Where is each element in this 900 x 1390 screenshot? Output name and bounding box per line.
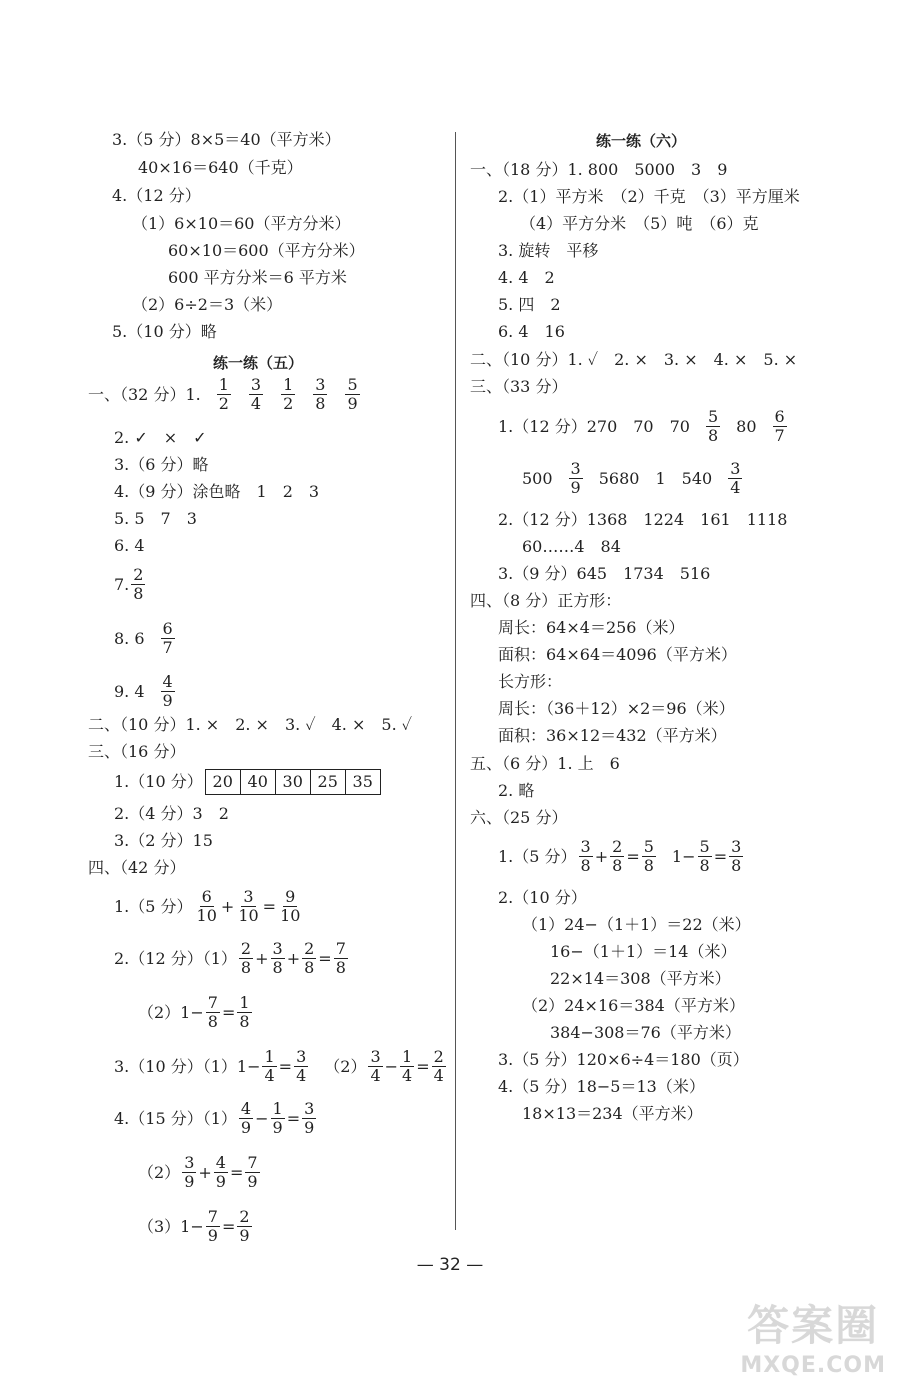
answer-text: 1.（5 分） (498, 846, 577, 866)
answer-line: 六、（25 分） (470, 808, 568, 827)
answer-line: 周长：（36＋12）×2＝96（米） (498, 699, 735, 718)
answer-text: 1.（12 分）270 70 70 (498, 416, 690, 436)
fraction: $\frac{2}{8}$ (240, 939, 252, 977)
answer-line: 三、（16 分） (88, 742, 186, 761)
fraction: $\frac{2}{4}$ (433, 1047, 444, 1085)
fraction: $\frac{5}{9}$ (347, 375, 358, 413)
fraction: $\frac{9}{10}$ (280, 887, 301, 925)
answer-text: （3）1− (138, 1216, 204, 1236)
answer-text: 1.（10 分） (114, 772, 203, 791)
answer-line: 600 平方分米＝6 平方米 (168, 268, 347, 287)
answer-text: 7. (114, 574, 130, 594)
answer-text: 4.（15 分）（1） (114, 1108, 237, 1128)
answer-line: 2. ✓ × ✓ (114, 428, 207, 447)
answer-line: 384−308＝76（平方米） (550, 1023, 741, 1042)
answer-line (88, 376, 362, 413)
answer-text: （2） (324, 1056, 367, 1076)
fraction: $\frac{1}{4}$ (264, 1047, 275, 1085)
answer-line: 2. 略 (498, 781, 535, 800)
answer-line: （4）平方分米 （5）吨 （6）克 (520, 214, 759, 233)
answer-line: 60×10＝600（平方分米） (168, 241, 365, 260)
fraction: $\frac{2}{8}$ (304, 939, 315, 977)
answer-line: 2.（12 分）1368 1224 161 1118 (498, 510, 788, 529)
answer-line: 四、（42 分） (88, 858, 186, 877)
answer-line: 16−（1＋1）＝14（米） (550, 942, 737, 961)
answer-line: 4.（15 分）（1） $\frac{4}{9}$ − $\frac{1}{9}$ = $\frac{3}{9}$ (114, 1099, 315, 1137)
answer-text: （2）1− (138, 1002, 204, 1022)
answer-line: 4. 4 2 (498, 268, 555, 287)
page-number: — 32 — (416, 1255, 484, 1275)
fraction: $\frac{3}{4}$ (250, 375, 262, 413)
fraction: $\frac{7}{9}$ (207, 1207, 218, 1245)
fraction: $\frac{1}{9}$ (272, 1099, 283, 1137)
answer-line: 一、（18 分）1. 800 5000 3 9 (470, 160, 728, 179)
watermark-url: MXQE.COM (740, 1353, 886, 1378)
answer-line: 四、（8 分）正方形： (470, 591, 622, 610)
answer-line: 3.（10 分）（1）1− $\frac{1}{4}$ = $\frac{3}{4}$ （2） $\frac{3}{4}$ − $\frac{1}{4}$ = $\frac{2}{4}$ (114, 1047, 444, 1085)
answer-line (114, 566, 147, 603)
answer-line: 1.（5 分） $\frac{6}{10}$ + $\frac{3}{10}$ = $\frac{9}{10}$ (114, 887, 301, 925)
answer-line: 3.（9 分）645 1734 516 (498, 564, 711, 583)
answer-line: （1）6×10＝60（平方分米） (132, 214, 351, 233)
answer-line: 3.（5 分）8×5＝40（平方米） (112, 130, 341, 149)
answer-line: 4.（12 分） (112, 186, 201, 205)
fraction: $\frac{1}{4}$ (402, 1047, 413, 1085)
answer-line: （2）1− $\frac{7}{8}$ = $\frac{1}{8}$ (138, 993, 250, 1031)
answer-text: 3.（10 分）（1）1− (114, 1056, 261, 1076)
fraction: $\frac{6}{7}$ (774, 407, 785, 445)
answer-line: （2）6÷2＝3（米） (132, 295, 283, 314)
fraction: $\frac{7}{8}$ (335, 939, 346, 977)
box-cell: 25 (311, 770, 346, 794)
answer-text: 500 (522, 468, 553, 488)
fraction: $\frac{3}{9}$ (570, 459, 581, 497)
box-cell: 30 (276, 770, 311, 794)
fraction: $\frac{3}{8}$ (315, 375, 326, 413)
box-cell: 35 (352, 772, 373, 791)
fraction: $\frac{4}{9}$ (162, 672, 173, 710)
answer-line: 3.（6 分）略 (114, 455, 209, 474)
section-title: 练一练（五） (213, 354, 304, 372)
fraction: $\frac{3}{10}$ (238, 887, 259, 925)
column-divider (455, 132, 456, 1230)
answer-text: 1.（5 分） (114, 896, 193, 916)
answer-line (114, 673, 177, 710)
fraction: $\frac{3}{8}$ (580, 837, 591, 875)
fraction: $\frac{5}{8}$ (643, 837, 654, 875)
fraction: $\frac{4}{9}$ (215, 1153, 226, 1191)
answer-line: 五、（6 分）1. 上 6 (470, 754, 620, 773)
fraction: $\frac{6}{7}$ (162, 619, 173, 657)
fraction: $\frac{7}{8}$ (207, 993, 218, 1031)
answer-line: 2.（10 分） (498, 888, 587, 907)
answer-line: （2）24×16＝384（平方米） (522, 996, 745, 1015)
fraction: $\frac{2}{8}$ (612, 837, 623, 875)
answer-line: 二、（10 分）1. × 2. × 3. ✓ 4. × 5. ✓ (88, 715, 413, 734)
answer-line: 面积：64×64＝4096（平方米） (498, 645, 737, 664)
answer-text: 2.（12 分）（1） (114, 948, 237, 968)
fraction: $\frac{5}{8}$ (707, 407, 719, 445)
answer-line: （2） $\frac{3}{9}$ + $\frac{4}{9}$ = $\frac{7}{9}$ (138, 1153, 258, 1191)
answer-line: 2.（4 分）3 2 (114, 804, 229, 823)
section-title: 练一练（六） (596, 132, 687, 150)
answer-text: 5680 1 540 (598, 468, 713, 488)
box-cell: 40 (241, 770, 276, 794)
fraction: $\frac{4}{9}$ (240, 1099, 252, 1137)
fraction: $\frac{5}{8}$ (699, 837, 710, 875)
fraction: $\frac{3}{4}$ (296, 1047, 307, 1085)
answer-text: 80 (736, 416, 757, 436)
answer-line: 22×14＝308（平方米） (550, 969, 731, 988)
answer-line: 60……4 84 (522, 537, 621, 556)
answer-line: （3）1− $\frac{7}{9}$ = $\frac{2}{9}$ (138, 1207, 250, 1245)
fraction: $\frac{2}{8}$ (133, 565, 144, 603)
answer-line: 6. 4 16 (498, 322, 565, 341)
fraction: $\frac{1}{8}$ (239, 993, 250, 1031)
fraction: $\frac{3}{8}$ (731, 837, 742, 875)
answer-text: 8. 6 (114, 628, 145, 648)
box-cell: 20 (206, 770, 241, 794)
answer-line: 二、（10 分）1. ✓ 2. × 3. × 4. × 5. × (470, 350, 798, 369)
answer-line: 2.（12 分）（1） $\frac{2}{8}$ + $\frac{3}{8}$ + $\frac{2}{8}$ = $\frac{7}{8}$ (114, 939, 346, 977)
answer-text: （2） (138, 1162, 181, 1182)
fraction: $\frac{3}{8}$ (272, 939, 283, 977)
answer-line: 5. 5 7 3 (114, 509, 197, 528)
fraction: $\frac{1}{2}$ (283, 375, 294, 413)
answer-line: （1）24−（1＋1）＝22（米） (522, 915, 751, 934)
answer-line: 4.（9 分）涂色略 1 2 3 (114, 482, 320, 501)
fraction: $\frac{3}{4}$ (370, 1047, 381, 1085)
fraction: $\frac{3}{9}$ (304, 1099, 315, 1137)
answer-line: 5.（10 分）略 (112, 322, 217, 341)
fraction: $\frac{1}{2}$ (218, 375, 229, 413)
answer-line: 周长：64×4＝256（米） (498, 618, 685, 637)
answer-line: 3. 旋转 平移 (498, 241, 599, 260)
answer-line: 5. 四 2 (498, 295, 561, 314)
answer-box (205, 769, 381, 795)
fraction: $\frac{3}{9}$ (184, 1153, 195, 1191)
fraction: $\frac{3}{4}$ (730, 459, 741, 497)
fraction: $\frac{6}{10}$ (196, 887, 217, 925)
fraction: $\frac{2}{9}$ (239, 1207, 250, 1245)
answer-line: 3.（2 分）15 (114, 831, 213, 850)
answer-line (114, 769, 381, 795)
answer-line (498, 408, 789, 445)
answer-line: 6. 4 (114, 536, 145, 555)
watermark (740, 1293, 886, 1378)
answer-line: 18×13＝234（平方米） (522, 1104, 703, 1123)
answer-line: 40×16＝640（千克） (138, 158, 303, 177)
answer-line: 2.（1）平方米 （2）千克 （3）平方厘米 (498, 187, 800, 206)
answer-text: 一、（32 分）1. (88, 384, 201, 404)
answer-line (114, 620, 177, 657)
answer-text: 9. 4 (114, 681, 145, 701)
answer-line: 三、（33 分） (470, 377, 568, 396)
watermark-logo: 答案圈 (747, 1301, 880, 1350)
answer-line: 3.（5 分）120×6÷4＝180（页） (498, 1050, 749, 1069)
answer-line: 1.（5 分） $\frac{3}{8}$ + $\frac{2}{8}$ = $\frac{5}{8}$ 1 − $\frac{5}{8}$ = $\frac{3}{8}$ (498, 837, 742, 875)
answer-line (522, 460, 744, 497)
answer-line: 长方形： (498, 672, 563, 691)
fraction: $\frac{7}{9}$ (247, 1153, 258, 1191)
answer-line: 4.（5 分）18−5＝13（米） (498, 1077, 705, 1096)
answer-line: 面积：36×12＝432（平方米） (498, 726, 727, 745)
